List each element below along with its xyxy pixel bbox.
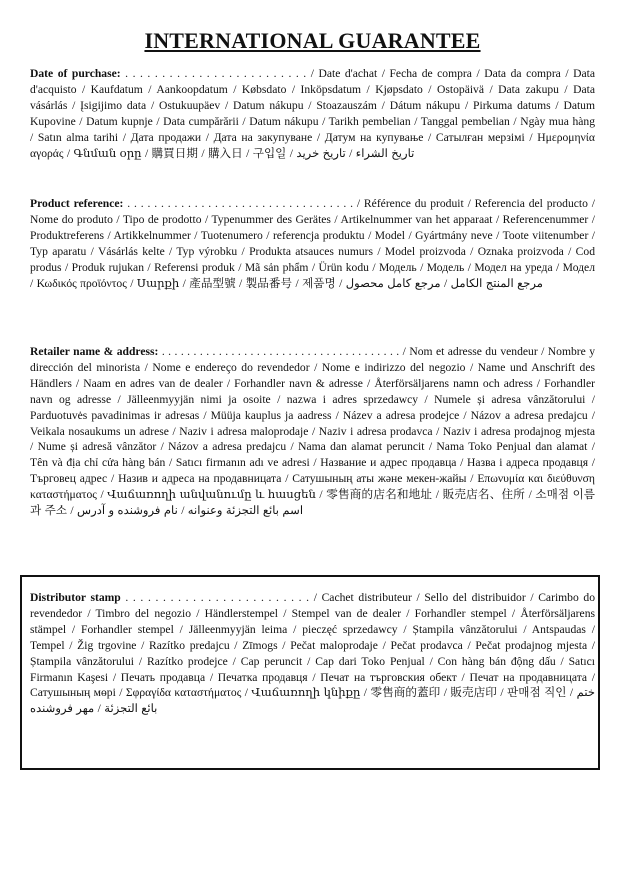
distributor-stamp-section — [30, 590, 595, 717]
distributor-stamp-translations: / Cachet distributeur / Sello del distribuidor / Carimbo do revendedor / Timbro del negozio / Händlerstempel / Stempel van de dealer / Forhandler stempel / Återförsäljarens stämpel / Forhandler stempel / Jälleenmyyjän leima / pieczęć sprzedawcy / Ștampila vânzătorului / Antspaudas / Tempel / Žig trgovine / Razítko predajcu / Zīmogs / Pečat maloprodaje / Pečat prodavca / Pečat prodajnog mjesta / Ștampila vânzătorului / Razítko prodejce / Cap peruncit / Cap dari Toko Penjual / Con hàng bán động dấu / Satıcı Firmanın Kaşesi / Печать продавца / Печатка продавця / Печат на търговския обект / Печат на продавницата / Сатушының мөрі / Σφραγίδα καταστήματος / Վաճառողի կնիքը / 零售商的蓋印 / 販売店印 / 판매점 직인 / ختم بائع التجزئة / مهر فروشنده — [30, 591, 596, 716]
product-reference-dots: . . . . . . . . . . . . . . . . . . . . . . . . . . . . . . . . . . — [123, 197, 357, 210]
retailer-dots: . . . . . . . . . . . . . . . . . . . . . . . . . . . . . . . . . . . . . . — [158, 345, 403, 358]
purchase-date-dots: . . . . . . . . . . . . . . . . . . . . . . . . . — [120, 67, 311, 80]
retailer-translations: / Nom et adresse du vendeur / Nombre y dirección del minorista / Nome e endereço do revendedor / Nome e indirizzo del negozio / Name und Anschrift des Händlers / Naam en adres van de dealer / Forhandler navn & adresse / Återförsäljarens namn och adress / Forhandler navn og adresse / Jälleenmyyjän nimi ja osoite / nazwa i adres sprzedawcy / Numele și adresa vânzătorului / Parduotuvės pavadinimas ir adresas / Müüja kauplus ja aadress / Název a adresa prodejce / Názov a adresa predajcu / Veikala nosaukums un adrese / Naziv i adresa maloprodaje / Naziv i adresa prodavca / Naziv i adresa prodajnog mjesta / Nume și adresă vânzător / Názov a adresa predajcu / Nama dan alamat peruncit / Nama Toko Penjual dan alamat / Tên và địa chỉ cửa hàng bán / Satıcı firmanın adı ve adresi / Название и адрес продавца / Назва і адреса продавця / Търговец адрес / Назив и адреса на продавницата / Сатушының аты және мекен-жайы / Επωνυμία και διεύθυνση καταστήματος / Վաճառողի անվանումը և հասցեն / 零售商的店名和地址 / 販売店名、住所 / 소매점 이름과 주소 / اسم بائع التجزئة وعنوانه / نام فروشنده و آدرس — [30, 345, 596, 518]
purchase-date-translations: / Date d'achat / Fecha de compra / Data da compra / Data d'acquisto / Kaufdatum / Aankoopdatum / Købsdato / Inköpsdatum / Kjøpsdato / Ostopäivä / Data zakupu / Data vásárlás / Įsigijimo data / Ostukuupäev / Datum nákupu / Stoazauszám / Dátum nákupu / Pirkuma datums / Datum Kupovine / Datum kupnje / Data cumpărării / Datum nákupu / Tarikh pembelian / Tanggal pembelian / Ngày mua hàng / Satın alma tarihi / Дата продажи / Дата на закупуване / Датум на купување / Сатылған мерзімі / Ημερομηνία αγοράς / Գնման օրը / 購買日期 / 購入日 / 구입일 / تاريخ الشراء / تاریخ خرید — [30, 67, 595, 160]
retailer-label: Retailer name & address: — [30, 345, 159, 358]
purchase-date-section — [30, 66, 595, 161]
product-reference-translations: / Référence du produit / Referencia del producto / Nome do produto / Tipo de prodotto / Typenummer des Gerätes / Artikelnummer van het apparaat / Referencenummer / Produktreferens / Artikkelnummer / Tuotenumero / referencja produktu / Model / Gyártmány neve / Toote viitenumber / Typ aparatu / Vásárlás kelte / Typ výrobku / Produkta atsauces numurs / Model proizvoda / Oznaka proizvoda / Cod produs / Produk rujukan / Referensi produk / Mã sản phẩm / Ürün kodu / Модель / Модель / Модел на уреда / Модел / Κωδικός προϊόντος / Սարքի / 產品型號 / 製品番号 / 제품명 / مرجع المنتج الكامل / مرجع كامل محصول — [30, 197, 596, 290]
distributor-stamp-label: Distributor stamp — [30, 591, 121, 604]
product-reference-label: Product reference: — [30, 197, 124, 210]
retailer-section — [30, 344, 595, 519]
document-title: INTERNATIONAL GUARANTEE — [144, 28, 481, 53]
purchase-date-label: Date of purchase: — [30, 67, 121, 80]
distributor-stamp-dots: . . . . . . . . . . . . . . . . . . . . . . . . . — [120, 591, 314, 604]
product-reference-section — [30, 196, 595, 291]
